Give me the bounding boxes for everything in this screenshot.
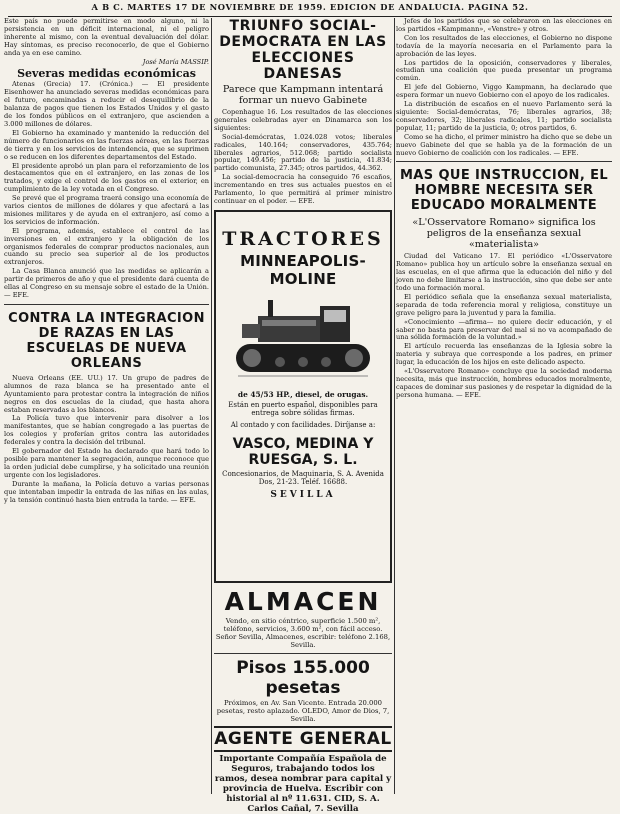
ad-title: ALMACEN [224, 586, 382, 616]
byline: José María MASSIP. [142, 57, 209, 66]
article-text: Copenhague 16. Los resultados de las elecciones generales celebradas ayer en Dinamarca son los siguientes: [214, 108, 392, 132]
article-text: «L'Osservatore Romano» concluye que la sociedad moderna necesita, más que instrucción, hombres educados moralmente, capaces de dominar sus pasiones y de respetar la dignidad de la persona humana. — EFE. [396, 367, 612, 399]
article-text: Nueva Orleans (EE. UU.) 17. Un grupo de padres de alumnos de raza blanca se ha presentado ante el Ayuntamiento para protestar contra la integración de niños negros en dos escuelas de la ciudad, que hasta ahora estaban reservadas a los blancos. [4, 373, 209, 414]
article-text: Los partidos de la oposición, conservadores y liberales, estudian una coalición que pueda presentar un programa común. [396, 58, 612, 83]
page-header: A B C. MARTES 17 DE NOVIEMBRE DE 1959. EDICION DE ANDALUCIA. PAGINA 52. [91, 2, 529, 12]
article-text: Durante la mañana, la Policía detuvo a varias personas que intentaban impedir la entrada de las niñas en las aulas, y la tensión continuó hasta bien entrada la tarde. — EFE. [4, 479, 209, 504]
article-headline: Severas medidas económicas [17, 67, 196, 81]
article-text: El Gobierno ha examinado y mantenido la reducción del número de funcionarios en las fuerzas aéreas, en las fuerzas de tierra y en los servicios de intendencia, que se suprimen o se reducen en los diferentes departamentos del Estado. [4, 128, 209, 161]
divider [214, 653, 392, 654]
column-middle [214, 18, 392, 814]
ad-brand: MINNEAPOLIS-MOLINE [240, 251, 366, 288]
article-text: Se prevé que el programa traerá consigo una economía de varios cientos de millones de dólares y que afectará a las misiones militares y de ayuda en el extranjero, así como a los servicios de información. [4, 194, 209, 226]
article-text: El periódico señala que la enseñanza sexual materialista, separada de toda referencia moral y religiosa, constituye un grave peligro para la juventud y para la familia. [396, 292, 612, 317]
column-divider [394, 18, 395, 794]
ad-company: VASCO, MEDINA Y RUESGA, S. L. [232, 435, 374, 468]
article-text: El jefe del Gobierno, Viggo Kampmann, ha declarado que espera formar un nuevo Gobierno con el apoyo de los radicales. [396, 83, 612, 100]
column-divider [211, 18, 212, 794]
article-headline: CONTRA LA INTEGRACION DE RAZAS EN LAS ESCUELAS DE NUEVA ORLEANS [8, 310, 205, 371]
article-headline: MAS QUE INSTRUCCION, EL HOMBRE NECESITA SER EDUCADO MORALMENTE [399, 168, 609, 214]
article-text: La Policía tuvo que intervenir para disolver a los manifestantes, que se habían congregado a las puertas de los colegios y proferían gritos contra las autoridades federales y contra la decisión del tribunal. [4, 414, 209, 447]
article-text: Como se ha dicho, el primer ministro ha dicho que se debe un nuevo Gabinete del que se habla ya de la formación de un nuevo Gobierno de coalición con los radicales. — EFE. [396, 132, 612, 157]
article-text: Ciudad del Vaticano 17. El periódico «L'Osservatore Romano» publica hoy un artículo sobre la enseñanza sexual en las escuelas, en el que afirma que la educación del niño y del joven no debe limitarse a la instrucción, sino que debe ser ante todo una formación moral. [396, 252, 612, 293]
article-text: Social-demócratas, 1.024.028 votos; liberales radicales, 140.164; conservadores, 435.764; liberales agrarios, 512.068; partido socialista popular, 149.456; partido de la justicia, 41.834; partido comunista, 27.345; otros partidos, 44.362. [214, 132, 392, 173]
ad-title: Pisos 155.000 pesetas [236, 657, 370, 698]
tractor-illustration [228, 294, 378, 386]
article-text: El artículo recuerda las enseñanzas de la Iglesia sobre la materia y subraya que corresponde a los padres, en primer lugar, la educación de los hijos en este delicado aspecto. [396, 342, 612, 367]
article-deck: «L'Osservatore Romano» significa los peligros de la enseñanza sexual «materialista» [412, 217, 596, 251]
article-text: La distribución de escaños en el nuevo Parlamento será la siguiente: Social-demócratas, 76; liberales agrarios, 38; conservadores, 32; liberales radicales, 11; partido socialista popular, 11; partido de la justicia, 0; otros partidos, 6. [396, 100, 612, 132]
article-text: Con los resultados de las elecciones, el Gobierno no dispone todavía de la mayoría necesaria en el Parlamento para la aprobación de las leyes. [396, 33, 612, 58]
article-headline: TRIUNFO SOCIAL-DEMOCRATA EN LAS ELECCIONES DANESAS [219, 18, 387, 82]
ad-text: Próximos, en Av. San Vicente. Entrada 20.000 pesetas, resto aplazado. OLEDO, Amor de Dios, 7, Sevilla. [216, 698, 390, 723]
article-text: El programa, además, establece el control de las inversiones en el extranjero y la obligación de los organismos federales de comprar productos nacionales, aun cuando su precio sea superior al de los productos extranjeros. [4, 226, 209, 267]
article-text: Este país no puede permitirse en modo alguno, ni la persistencia en un déficit internacional, ni el peligro inherente al mismo, con la eventual devaluación del dólar. Hay síntomas, es preciso reconocerlo, de que el Gobierno anda ya en ese camino. [4, 17, 209, 57]
article-text: El presidente aprobó un plan para el reforzamiento de los destacamentos que en el extranjero, en las zonas de los tratados, y exige el control de los gastos en el exterior, en cumplimiento de la ley votada en el Congreso. [4, 161, 209, 194]
article-text: El gobernador del Estado ha declarado que hará todo lo posible para mantener la segregación, aunque reconoce que la orden judicial debe cumplirse, y ha solicitado una reunión urgente con los legisladores. [4, 447, 209, 479]
ad-spec: de 45/53 HP., diesel, de orugas. [237, 389, 369, 399]
article-text: Atenas (Grecia) 17. (Crónica.) — El presidente Eisenhower ha anunciado severas medidas económicas para el futuro, encaminadas a reducir el desequilibrio de la balanza de pagos que tienen los Estados Unidos y el gasto de los fondos públicos en el extranjero, que ascienden a 3.000 millones de dólares. [4, 80, 209, 128]
article-text: La Casa Blanca anunció que las medidas se aplicarán a partir de primeros de año y que el presidente dará cuenta de ellas al Congreso en su mensaje sobre el estado de la Unión. — EFE. [4, 267, 209, 299]
ad-text: Al contado y con facilidades. Diríjanse a: [230, 421, 376, 430]
column-right [396, 18, 612, 794]
divider [396, 161, 612, 162]
ad-text: Vendo, en sitio céntrico, superficie 1.500 m², teléfono, servicios, 3.600 m², con fácil acceso. Señor Sevilla, Almacenes, escribir: teléfono 2.168, Sevilla. [215, 616, 391, 649]
ad-city: SEVILLA [270, 489, 336, 500]
tractor-advertisement [214, 210, 392, 583]
ad-text: Están en puerto español, disponibles para entrega sobre sólidas firmas. [228, 400, 378, 418]
article-text: La social-democracia ha conseguido 76 escaños, incrementando en tres sus actuales puestos en el Parlamento, lo que permitirá al primer ministro continuar en el poder. — EFE. [214, 173, 392, 205]
article-deck: Parece que Kampmann intentará formar un nuevo Gabinete [222, 84, 384, 106]
article-text: «Conocimiento —afirma— no quiere decir educación, y el saber no basta para preservar del mal si no va acompañado de una sólida formación de la voluntad.» [396, 317, 612, 342]
article-text: Jefes de los partidos que se celebraron en las elecciones en los partidos «Kampmann», «Venstre» y otros. [396, 17, 612, 33]
column-left [4, 18, 209, 794]
ad-title: TRACTORES [222, 227, 384, 250]
ad-text: Importante Compañía Española de Seguros, trabajando todos los ramos, desea nombrar para capital y provincia de Huelva. Escribir con historial al nº 11.631. CID, S. A. Carlos Cañal, 7. Sevilla [214, 753, 392, 814]
ad-address: Concesionarios, de Maquinaria, S. A. Avenida Dos, 21-23. Teléf. 16688. [222, 469, 384, 487]
divider [4, 304, 209, 305]
ad-title: AGENTE GENERAL [214, 726, 392, 752]
